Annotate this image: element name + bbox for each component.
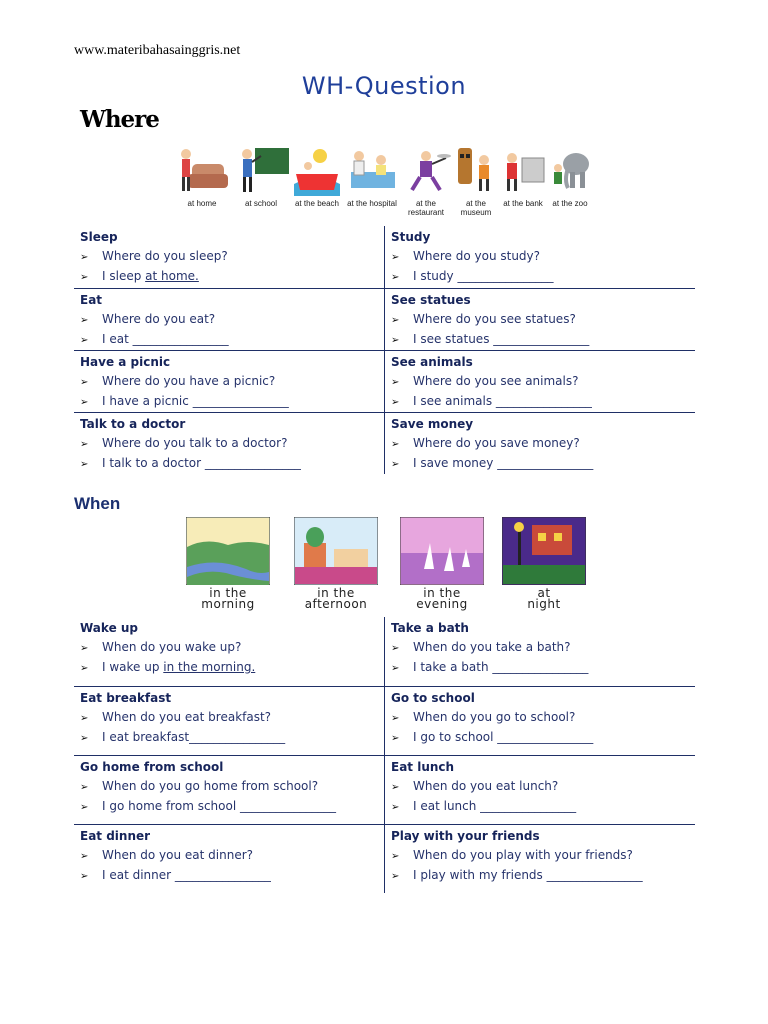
answer-text: I save money	[413, 455, 498, 470]
arrow-bullet-icon: ➢	[80, 334, 89, 346]
answer-blank[interactable]: ________________	[192, 393, 289, 408]
question-text: Where do you see statues?	[413, 311, 576, 326]
table-row	[74, 350, 695, 412]
zoo-illustration	[546, 144, 594, 196]
time-afternoon	[288, 517, 384, 610]
question-cell	[74, 617, 385, 686]
arrow-bullet-icon: ➢	[391, 870, 400, 882]
answer-text: I eat dinner	[102, 867, 175, 882]
answer-text: I play with my friends	[413, 867, 547, 882]
arrow-bullet-icon: ➢	[391, 801, 400, 813]
place-beach	[290, 144, 344, 208]
arrow-bullet-icon: ➢	[391, 643, 400, 654]
answer-text: I sleep	[102, 269, 146, 283]
answer-text: I wake up	[102, 660, 164, 674]
question-text: Where do you eat?	[102, 311, 216, 326]
page-title: WH-Question	[301, 72, 467, 100]
hospital-illustration	[345, 144, 399, 196]
question-text: Where do you study?	[413, 249, 541, 263]
arrow-bullet-icon: ➢	[80, 732, 89, 744]
topic-label: Eat breakfast	[80, 690, 172, 705]
answer-blank[interactable]: ________________	[240, 798, 336, 813]
answer-blank[interactable]: ________________	[497, 729, 594, 744]
table-row	[74, 686, 695, 755]
topic-label: Sleep	[80, 230, 118, 244]
topic-label: Save money	[391, 416, 474, 431]
question-text: Where do you talk to a doctor?	[102, 435, 288, 450]
arrow-bullet-icon: ➢	[391, 252, 400, 263]
restaurant-illustration	[400, 144, 452, 196]
question-text: When do you play with your friends?	[413, 847, 633, 862]
question-text: When do you eat lunch?	[413, 778, 559, 793]
question-cell	[74, 824, 385, 893]
time-morning	[184, 517, 272, 610]
question-text: Where do you see animals?	[413, 373, 579, 388]
answer-text: I study	[413, 269, 458, 283]
time-label-line1: in the	[209, 586, 247, 600]
answer-text: I see statues	[413, 331, 494, 346]
topic-label: See animals	[391, 354, 473, 369]
arrow-bullet-icon: ➢	[80, 314, 89, 326]
afternoon-scene-illustration	[294, 517, 378, 585]
answer-text: I eat	[102, 331, 133, 346]
when-question-table	[74, 617, 695, 893]
answer-text: I have a picnic	[102, 393, 193, 408]
topic-label: Play with your friends	[391, 828, 540, 843]
table-row	[74, 824, 695, 893]
bank-illustration	[500, 144, 546, 196]
question-cell	[385, 226, 696, 288]
place-label: at home	[187, 199, 217, 208]
time-label-line2: night	[527, 597, 561, 611]
arrow-bullet-icon: ➢	[391, 396, 400, 408]
time-label-line1: in the	[423, 586, 461, 600]
table-row	[74, 412, 695, 474]
time-label-line1: in the	[317, 586, 355, 600]
morning-scene-illustration	[186, 517, 270, 585]
question-text: When do you go to school?	[413, 709, 576, 724]
answer-blank[interactable]: ________________	[132, 331, 229, 346]
table-row	[74, 226, 695, 288]
question-text: When do you eat breakfast?	[102, 709, 272, 724]
table-row	[74, 288, 695, 350]
question-cell	[385, 686, 696, 755]
arrow-bullet-icon: ➢	[80, 801, 89, 813]
time-label-line2: evening	[416, 597, 468, 611]
question-cell	[74, 755, 385, 824]
answer-text: I go home from school	[102, 798, 240, 813]
answer-blank[interactable]: ________________	[495, 393, 592, 408]
topic-label: Talk to a doctor	[80, 416, 186, 431]
arrow-bullet-icon: ➢	[80, 458, 89, 470]
place-label: at the restaurant	[407, 199, 445, 217]
arrow-bullet-icon: ➢	[80, 850, 89, 862]
question-cell	[385, 755, 696, 824]
time-label-line1: at	[537, 586, 551, 600]
table-row	[74, 617, 695, 686]
time-label-line2: morning	[201, 597, 255, 611]
answer-text: I see animals	[413, 393, 496, 408]
question-cell	[385, 288, 696, 350]
topic-label: Eat lunch	[391, 759, 455, 774]
arrow-bullet-icon: ➢	[391, 850, 400, 862]
arrow-bullet-icon: ➢	[80, 376, 89, 388]
place-label: at the bank	[503, 199, 543, 208]
question-cell	[74, 226, 385, 288]
arrow-bullet-icon: ➢	[391, 663, 400, 674]
question-text: Where do you have a picnic?	[102, 373, 276, 388]
place-label: at school	[244, 199, 278, 208]
place-museum	[452, 144, 500, 217]
place-restaurant	[400, 144, 452, 217]
arrow-bullet-icon: ➢	[391, 781, 400, 793]
question-cell	[74, 288, 385, 350]
question-text: Where do you save money?	[413, 435, 580, 450]
arrow-bullet-icon: ➢	[391, 272, 400, 283]
arrow-bullet-icon: ➢	[80, 663, 89, 674]
home-illustration	[174, 144, 230, 196]
topic-label: Go to school	[391, 690, 475, 705]
answer-text: I eat breakfast	[102, 729, 190, 744]
place-label: at the beach	[294, 199, 340, 208]
arrow-bullet-icon: ➢	[391, 376, 400, 388]
topic-label: Take a bath	[391, 621, 469, 635]
topic-label: Eat	[80, 292, 103, 307]
arrow-bullet-icon: ➢	[391, 334, 400, 346]
topic-label: See statues	[391, 292, 471, 307]
place-school	[232, 144, 290, 208]
answer-text: I talk to a doctor	[102, 455, 205, 470]
time-evening	[398, 517, 486, 610]
arrow-bullet-icon: ➢	[80, 272, 89, 283]
topic-label: Have a picnic	[80, 354, 171, 369]
answer-blank[interactable]: ________________	[204, 455, 301, 470]
beach-illustration	[290, 144, 344, 196]
answer-blank[interactable]: at home.	[145, 269, 199, 283]
answer-text: I take a bath	[413, 660, 493, 674]
place-home	[172, 144, 232, 208]
arrow-bullet-icon: ➢	[391, 314, 400, 326]
arrow-bullet-icon: ➢	[80, 712, 89, 724]
arrow-bullet-icon: ➢	[80, 252, 89, 263]
question-text: Where do you sleep?	[102, 249, 228, 263]
school-illustration	[233, 144, 289, 196]
arrow-bullet-icon: ➢	[80, 438, 89, 450]
answer-text: I go to school	[413, 729, 498, 744]
question-cell	[385, 617, 696, 686]
answer-blank[interactable]: in the morning.	[163, 660, 256, 674]
topic-label: Wake up	[80, 621, 139, 635]
time-label-line2: afternoon	[304, 597, 368, 611]
place-label: at the hospital	[347, 199, 397, 208]
night-scene-illustration	[502, 517, 586, 585]
topic-label: Eat dinner	[80, 828, 151, 843]
answer-blank[interactable]: ________________	[493, 331, 590, 346]
where-heading: Where	[80, 106, 159, 133]
question-cell	[385, 412, 696, 474]
where-question-table	[74, 226, 695, 474]
question-cell	[385, 350, 696, 412]
place-zoo	[546, 144, 594, 208]
question-cell	[74, 350, 385, 412]
question-text: When do you wake up?	[102, 640, 242, 654]
evening-scene-illustration	[400, 517, 484, 585]
question-cell	[74, 686, 385, 755]
arrow-bullet-icon: ➢	[391, 458, 400, 470]
topic-label: Go home from school	[80, 759, 224, 774]
time-night	[500, 517, 588, 610]
arrow-bullet-icon: ➢	[391, 712, 400, 724]
arrow-bullet-icon: ➢	[391, 732, 400, 744]
place-label: at the museum	[460, 199, 492, 217]
arrow-bullet-icon: ➢	[391, 438, 400, 450]
place-label: at the zoo	[552, 199, 588, 208]
arrow-bullet-icon: ➢	[80, 781, 89, 793]
answer-blank[interactable]: ________________	[497, 455, 594, 470]
answer-blank[interactable]: ________________	[480, 798, 577, 813]
question-text: When do you take a bath?	[413, 640, 571, 654]
answer-blank[interactable]: ________________	[546, 867, 643, 882]
question-cell	[385, 824, 696, 893]
topic-label: Study	[391, 230, 431, 244]
arrow-bullet-icon: ➢	[80, 396, 89, 408]
question-cell	[74, 412, 385, 474]
answer-blank[interactable]: ________________	[457, 269, 554, 283]
arrow-bullet-icon: ➢	[80, 870, 89, 882]
question-text: When do you eat dinner?	[102, 847, 254, 862]
when-heading: When	[74, 494, 121, 513]
arrow-bullet-icon: ➢	[80, 643, 89, 654]
answer-text: I eat lunch	[413, 798, 481, 813]
answer-blank[interactable]: ________________	[174, 867, 271, 882]
place-bank	[500, 144, 546, 208]
site-url: www.materibahasainggris.net	[74, 43, 241, 58]
table-row	[74, 755, 695, 824]
question-text: When do you go home from school?	[102, 778, 319, 793]
museum-illustration	[452, 144, 500, 196]
answer-blank[interactable]: ________________	[492, 660, 589, 674]
place-hospital	[344, 144, 400, 208]
answer-blank[interactable]: ________________	[189, 729, 286, 744]
